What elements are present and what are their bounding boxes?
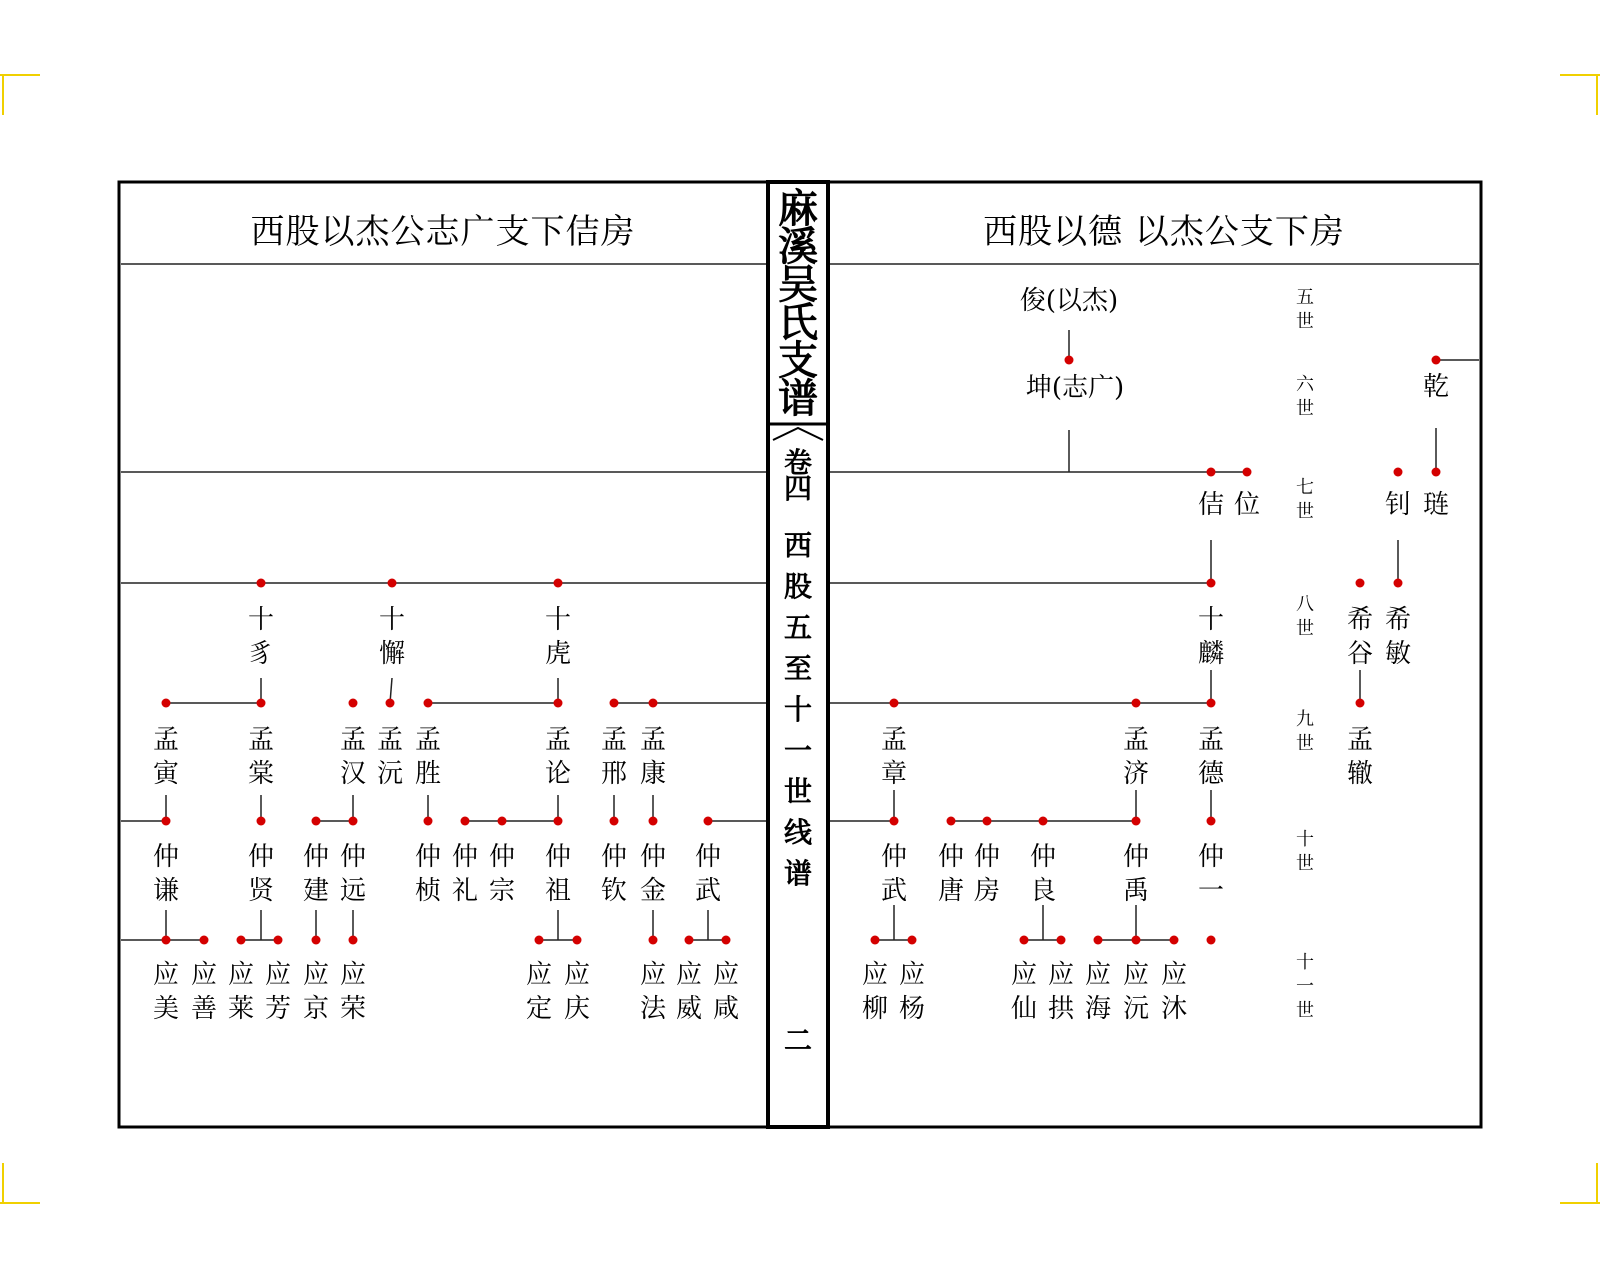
ancestor-jun: 俊(以杰): [1019, 286, 1119, 316]
generation-label: 世: [1296, 1000, 1314, 1021]
person-name: 应: [1160, 960, 1188, 990]
lineage-dot: [237, 936, 246, 945]
page-number: 二: [783, 1024, 813, 1057]
person-name: 贤: [247, 876, 275, 906]
person-name: 十: [1197, 605, 1225, 635]
lineage-dot: [908, 936, 917, 945]
person-name: 孟: [1197, 725, 1225, 755]
person-name: 仲: [639, 842, 667, 872]
person-name: 孟: [247, 725, 275, 755]
spine-title-char: 谱: [778, 375, 818, 422]
generation-label: 世: [1296, 398, 1314, 419]
spine-subtitle-char: 至: [783, 652, 813, 685]
lineage-dot: [424, 817, 433, 826]
person-name: 应: [1084, 960, 1112, 990]
lineage-dot: [649, 699, 658, 708]
lineage-dot: [312, 936, 321, 945]
person-name: 胜: [414, 759, 442, 789]
person-name: 荣: [339, 994, 367, 1024]
right-page-title: 西股以德 以杰公支下房: [983, 212, 1345, 252]
person-name: 祖: [544, 876, 572, 906]
person-name: 孟: [544, 725, 572, 755]
lineage-dot: [1094, 936, 1103, 945]
lineage-dot: [1207, 699, 1216, 708]
person-name: 佶: [1197, 490, 1225, 520]
person-name: 仲: [488, 842, 516, 872]
spine-subtitle-char: 五: [783, 611, 813, 644]
generation-label: 一: [1296, 976, 1314, 997]
person-name: 桢: [414, 876, 442, 906]
generation-label: 世: [1296, 618, 1314, 639]
generation-label: 世: [1296, 733, 1314, 754]
person-name: 房: [973, 876, 1001, 906]
person-name: 应: [1010, 960, 1038, 990]
person-name: 应: [563, 960, 591, 990]
lineage-dot: [983, 817, 992, 826]
person-name: 琏: [1422, 490, 1450, 520]
spine-subtitle-char: 谱: [783, 857, 813, 890]
person-name: 棠: [247, 759, 275, 789]
person-name: 孟: [376, 725, 404, 755]
spine-subtitle-char: 西: [783, 529, 813, 562]
lineage-dot: [871, 936, 880, 945]
generation-label: 世: [1296, 501, 1314, 522]
lineage-dot: [312, 817, 321, 826]
person-name: 武: [694, 876, 722, 906]
lineage-dot: [274, 936, 283, 945]
person-name: 谷: [1346, 639, 1374, 669]
spine-subtitle-char: 十: [783, 693, 813, 726]
person-name: 应: [675, 960, 703, 990]
person-name: 美: [152, 994, 180, 1024]
person-name: 汉: [339, 759, 367, 789]
lineage-dot: [200, 936, 209, 945]
lineage-dot: [1394, 579, 1403, 588]
person-name: 仲: [247, 842, 275, 872]
lineage-dot: [685, 936, 694, 945]
person-name: 礼: [451, 876, 479, 906]
lineage-dot: [1057, 936, 1066, 945]
person-name: 咸: [712, 994, 740, 1024]
lineage-dot: [610, 699, 619, 708]
lineage-dot: [257, 699, 266, 708]
person-name: 应: [861, 960, 889, 990]
person-name: 虎: [544, 639, 572, 669]
lineage-dot: [573, 936, 582, 945]
spine-subtitle-char: 世: [783, 775, 813, 808]
person-name: 应: [152, 960, 180, 990]
person-name: 远: [339, 876, 367, 906]
person-name: 敏: [1384, 639, 1412, 669]
spine-subtitle-char: 线: [783, 816, 813, 849]
person-name: 应: [339, 960, 367, 990]
person-name: 仙: [1010, 994, 1038, 1024]
person-name: 杨: [898, 994, 926, 1024]
person-name: 寅: [152, 759, 180, 789]
person-name: 应: [898, 960, 926, 990]
lineage-dot: [704, 817, 713, 826]
lineage-dot: [461, 817, 470, 826]
person-name: 仲: [1029, 842, 1057, 872]
left-page-title: 西股以杰公志广支下佶房: [250, 212, 636, 252]
lineage-dot: [162, 936, 171, 945]
lineage-dot: [649, 817, 658, 826]
lineage-dot: [388, 579, 397, 588]
person-name: 良: [1029, 876, 1057, 906]
person-name: 定: [525, 994, 553, 1024]
lineage-dot: [1394, 468, 1403, 477]
lineage-dot: [610, 817, 619, 826]
person-name: 孟: [880, 725, 908, 755]
generation-label: 世: [1296, 311, 1314, 332]
generation-label: 十: [1296, 952, 1314, 973]
person-name: 应: [264, 960, 292, 990]
lineage-dot: [1207, 936, 1216, 945]
person-name: 仲: [1122, 842, 1150, 872]
person-name: 海: [1084, 994, 1112, 1024]
lineage-dot: [554, 579, 563, 588]
person-name: 应: [1122, 960, 1150, 990]
lineage-dot: [947, 817, 956, 826]
person-name: 应: [190, 960, 218, 990]
generation-label: 十: [1296, 829, 1314, 850]
ancestor-kun: 坤(志广): [1025, 373, 1125, 403]
generation-label: 八: [1296, 594, 1314, 615]
spine-title-char: 支: [778, 337, 818, 384]
spine-title-char: 吴: [778, 261, 818, 308]
person-name: 论: [544, 759, 572, 789]
person-name: 应: [1047, 960, 1075, 990]
person-name: 沅: [1122, 994, 1150, 1024]
person-name: 孟: [152, 725, 180, 755]
lineage-dot: [1020, 936, 1029, 945]
lineage-dot: [535, 936, 544, 945]
person-name: 法: [639, 994, 667, 1024]
lineage-dot: [1132, 936, 1141, 945]
lineage-dot: [257, 579, 266, 588]
lineage-dot: [498, 817, 507, 826]
person-name: 莱: [227, 994, 255, 1024]
person-name: 十: [378, 605, 406, 635]
lineage-dot: [722, 936, 731, 945]
person-name: 宗: [488, 876, 516, 906]
person-name: 济: [1122, 759, 1150, 789]
person-name: 豸: [247, 639, 275, 669]
person-name: 仲: [302, 842, 330, 872]
person-name: 邢: [600, 759, 628, 789]
spine-title-char: 氏: [778, 299, 818, 346]
person-name: 十: [247, 605, 275, 635]
person-name: 金: [639, 876, 667, 906]
spine-volume-char: 四: [783, 472, 813, 505]
person-name: 芳: [264, 994, 292, 1024]
person-name: 谦: [152, 876, 180, 906]
spine-subtitle-char: 一: [783, 734, 813, 767]
person-name: 应: [639, 960, 667, 990]
lineage-dot: [1132, 817, 1141, 826]
spine-title-char: 麻: [778, 185, 818, 232]
person-name: 希: [1346, 605, 1374, 635]
person-name: 威: [675, 994, 703, 1024]
person-name: 仲: [694, 842, 722, 872]
lineage-dot: [649, 936, 658, 945]
lineage-dot: [424, 699, 433, 708]
lineage-dot: [349, 936, 358, 945]
generation-label: 世: [1296, 853, 1314, 874]
person-name: 仲: [451, 842, 479, 872]
lineage-dot: [1039, 817, 1048, 826]
spine-volume-char: 卷: [783, 446, 813, 479]
person-name: 辙: [1346, 759, 1374, 789]
person-name: 庆: [563, 994, 591, 1024]
person-name: 章: [880, 759, 908, 789]
person-name: 仲: [880, 842, 908, 872]
person-name: 拱: [1047, 994, 1075, 1024]
lineage-dot: [1356, 579, 1365, 588]
lineage-dot: [349, 817, 358, 826]
lineage-dot: [554, 817, 563, 826]
person-name: 懈: [378, 639, 406, 669]
person-name: 孟: [600, 725, 628, 755]
lineage-dot: [162, 699, 171, 708]
lineage-dot: [1170, 936, 1179, 945]
person-name: 柳: [861, 994, 889, 1024]
person-name: 沅: [376, 759, 404, 789]
lineage-dot: [1207, 468, 1216, 477]
lineage-dot: [1432, 468, 1441, 477]
person-name: 唐: [937, 876, 965, 906]
lineage-dot: [162, 817, 171, 826]
person-name: 仲: [544, 842, 572, 872]
person-name: 善: [190, 994, 218, 1024]
person-name: 德: [1197, 759, 1225, 789]
person-name: 麟: [1197, 639, 1225, 669]
person-name: 建: [302, 876, 330, 906]
person-name: 仲: [152, 842, 180, 872]
person-name: 应: [525, 960, 553, 990]
person-name: 孟: [639, 725, 667, 755]
person-name: 仲: [600, 842, 628, 872]
spine-subtitle-char: 股: [783, 570, 813, 603]
person-name: 孟: [1346, 725, 1374, 755]
person-name: 京: [302, 994, 330, 1024]
lineage-dot: [386, 699, 395, 708]
person-name: 仲: [937, 842, 965, 872]
generation-label: 九: [1296, 709, 1314, 730]
person-name: 禹: [1122, 876, 1150, 906]
generation-label: 六: [1296, 374, 1314, 395]
person-name: 孟: [1122, 725, 1150, 755]
person-name: 康: [639, 759, 667, 789]
person-name: 钦: [600, 876, 628, 906]
generation-label: 五: [1296, 287, 1314, 308]
person-name: 应: [712, 960, 740, 990]
lineage-dot: [890, 817, 899, 826]
lineage-dot: [1207, 579, 1216, 588]
person-name: 仲: [973, 842, 1001, 872]
person-name: 希: [1384, 605, 1412, 635]
lineage-dot: [890, 699, 899, 708]
person-name: 孟: [339, 725, 367, 755]
person-name: 钊: [1384, 490, 1412, 520]
person-name: 武: [880, 876, 908, 906]
lineage-dot: [1207, 817, 1216, 826]
person-name: 沐: [1160, 994, 1188, 1024]
lineage-dot: [1432, 356, 1441, 365]
person-name: 应: [302, 960, 330, 990]
lineage-dot: [1243, 468, 1252, 477]
person-name: 十: [544, 605, 572, 635]
lineage-dot: [1132, 699, 1141, 708]
lineage-dot: [349, 699, 358, 708]
person-name: 一: [1197, 876, 1225, 906]
person-name: 仲: [339, 842, 367, 872]
lineage-dot: [554, 699, 563, 708]
person-name: 孟: [414, 725, 442, 755]
person-name: 应: [227, 960, 255, 990]
person-name: 仲: [1197, 842, 1225, 872]
generation-label: 七: [1296, 477, 1314, 498]
person-name: 仲: [414, 842, 442, 872]
person-name: 乾: [1422, 372, 1450, 402]
lineage-dot: [1065, 356, 1074, 365]
person-name: 位: [1233, 490, 1261, 520]
spine-title-char: 溪: [778, 223, 818, 270]
lineage-dot: [1356, 699, 1365, 708]
lineage-dot: [257, 817, 266, 826]
